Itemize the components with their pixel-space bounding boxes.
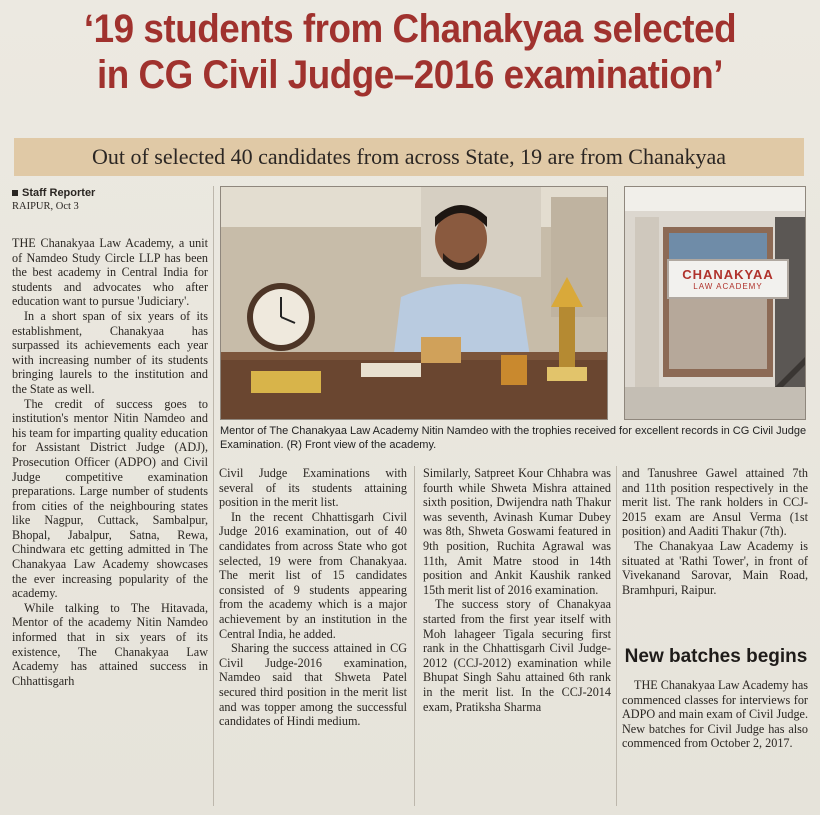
mentor-photo — [220, 186, 608, 420]
paragraph: Civil Judge Examinations with several of its students attaining position in the merit list. — [219, 466, 407, 510]
paragraph: Similarly, Satpreet Kour Chhabra was fourth while Shweta Mishra attained sixth position, Dwijendra nath Thakur was seventh, Avinash Kumar Dubey was 8th, Shweta Goswami featured in 9th position, Ruchita Agrawal was 11th, Amit Matre stood in 14th position and Ankit Kaushik ranked 15th merit list of 2016 examination. — [423, 466, 611, 597]
column-4 — [622, 466, 808, 597]
paragraph: The Chanakyaa Law Academy is situated at 'Rathi Tower', in front of Vivekanand Sarovar, Main Road, Bramhpuri, Raipur. — [622, 538, 808, 597]
headline-line-1: ‘19 students from Chanakyaa selected — [83, 7, 737, 51]
paragraph: Sharing the success attained in CG Civil Judge-2016 examination, Namdeo said that Shweta Patel secured third position in the merit list and was topper among the successful candidates of Hindi medium. — [219, 641, 407, 729]
column-4-new-batches — [622, 678, 808, 751]
paragraph: The success story of Chanakyaa started from the first year itself with Moh lahageer Tigala securing first rank in the Chhattisgarh Civil Judge-2012 (CCJ-2012) examination while Bhupat Singh Sahu attained 6th rank in the merit list. In the CCJ-2014 exam, Pratiksha Sharma — [423, 597, 611, 714]
side-heading: New batches begins — [624, 646, 808, 667]
academy-sign — [667, 259, 789, 299]
photo-caption: Mentor of The Chanakyaa Law Academy Nitin Namdeo with the trophies received for excellent records in CG Civil Judge Examination. (R) Front view of the academy. — [220, 425, 807, 451]
dateline: RAIPUR, Oct 3 — [12, 201, 79, 212]
sign-line-2: LAW ACADEMY — [693, 282, 763, 291]
column-1 — [12, 236, 208, 806]
academy-front-photo — [624, 186, 806, 420]
byline-block — [12, 187, 208, 212]
sign-line-1: CHANAKYAA — [682, 267, 774, 282]
mentor-photo-illustration — [221, 187, 607, 419]
paragraph: THE Chanakyaa Law Academy has commenced classes for interviews for ADPO and main exam of Civil Judge. New batches for Civil Judge has also commenced from October 2, 2017. — [622, 678, 808, 751]
column-divider — [616, 466, 617, 806]
headline-line-2: in CG Civil Judge–2016 examination’ — [96, 53, 724, 97]
byline-text: Staff Reporter — [22, 187, 96, 199]
headline — [42, 6, 778, 98]
column-2 — [219, 466, 407, 729]
paragraph: and Tanushree Gawel attained 7th and 11th position respectively in the merit list. The rank holders in CCJ-2015 exam are Ansul Verma (1st position) and Aaditi Thakur (7th). — [622, 466, 808, 539]
column-3 — [423, 466, 611, 714]
paragraph: The credit of success goes to institution's mentor Nitin Namdeo and his team for imparting quality education for Assistant District Judge (ADJ), Prosecution Officer (ADPO) and Civil Judge competitive examination preparations. Large number of students from cities of the neighbouring states like Nagpur, Cuttack, Sambalpur, Bhopal, Jabalpur, Satna, Rewa, Chindwara etc getting admitted in The Chanakyaa Law Academy showcases the ever increasing popularity of the academy. — [12, 396, 208, 601]
paragraph: THE Chanakyaa Law Academy, a unit of Namdeo Study Circle LLP has been the best academy in Central India for students and advocates who after education want to pursue 'Judiciary'. — [12, 236, 208, 309]
paragraph: In a short span of six years of its establishment, Chanakyaa has surpassed its achievements each year with increasing number of its students bringing laurels to the institution and the State as well. — [12, 308, 208, 396]
byline — [12, 187, 208, 199]
subheadline: Out of selected 40 candidates from across State, 19 are from Chanakyaa — [14, 138, 804, 176]
bullet-square-icon — [12, 190, 18, 196]
paragraph: While talking to The Hitavada, Mentor of the academy Nitin Namdeo informed that in six years of its existence, The Chanakyaa Law Academy has attained success in Chhattisgarh — [12, 600, 208, 688]
paragraph: In the recent Chhattisgarh Civil Judge 2016 examination, out of 40 candidates from across State who got selected, 19 were from Chanakyaa. The merit list of 15 candidates consisted of 9 students appearing from the academy which is a major achievement by an institution in the Central India, he added. — [219, 509, 407, 641]
academy-front-illustration — [625, 187, 805, 419]
column-divider — [213, 186, 214, 806]
column-divider — [414, 466, 415, 806]
